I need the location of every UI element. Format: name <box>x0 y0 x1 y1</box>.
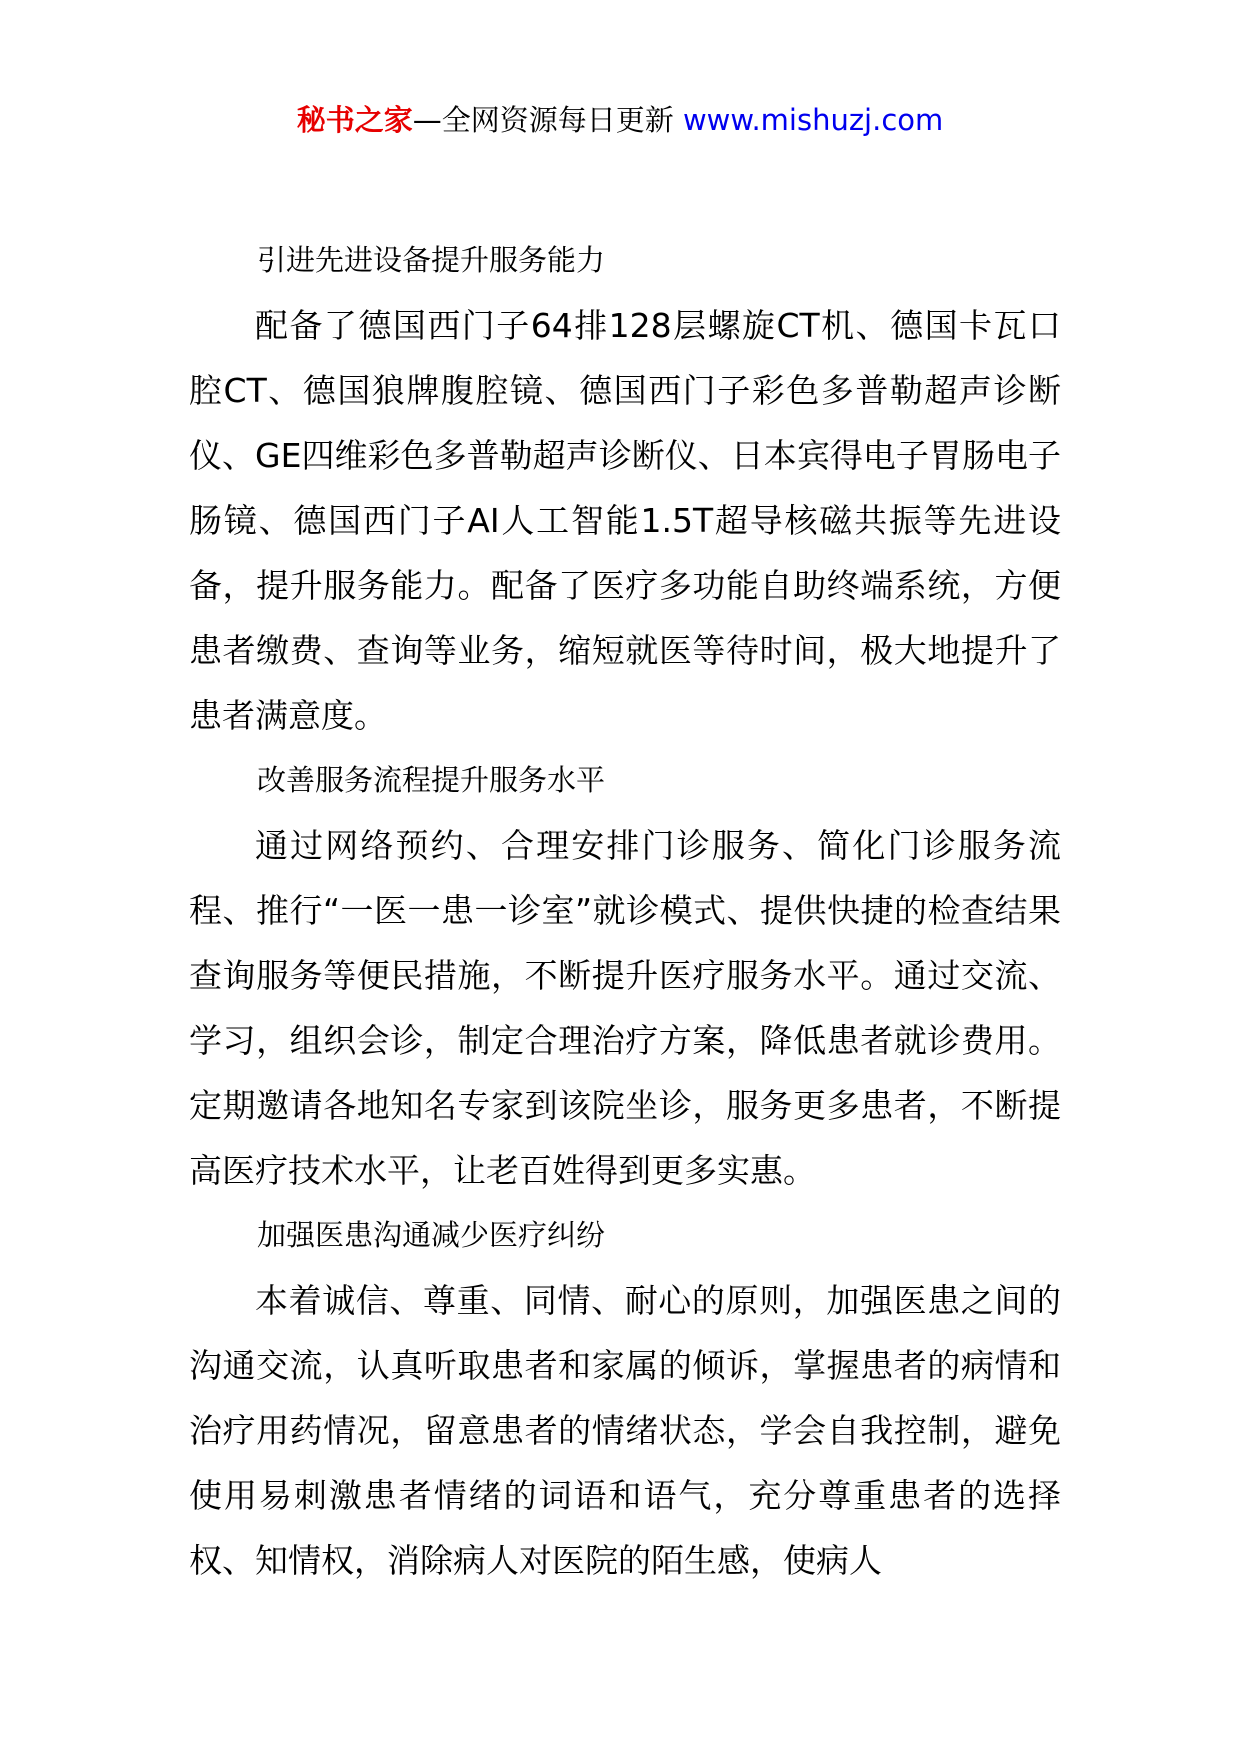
section-paragraph: 本着诚信、尊重、同情、耐心的原则，加强医患之间的沟通交流，认真听取患者和家属的倾诉，掌握患者的病情和治疗用药情况，留意患者的情绪状态，学会自我控制，避免使用易刺激患者情绪的词语和语气，充分尊重患者的选择权、知情权，消除病人对医院的陌生感，使病人 <box>189 1281 1061 1580</box>
section-heading: 引进先进设备提升服务能力 <box>257 243 606 277</box>
section-paragraph: 配备了德国西门子64排128层螺旋CT机、德国卡瓦口腔CT、德国狼牌腹腔镜、德国西门子彩色多普勒超声诊断仪、GE四维彩色多普勒超声诊断仪、日本宾得电子胃肠电子肠镜、德国西门子AI人工智能1.5T超导核磁共振等先进设备，提升服务能力。配备了医疗多功能自助终端系统，方便患者缴费、查询等业务，缩短就医等待时间，极大地提升了患者满意度。 <box>189 306 1061 735</box>
header-slogan: —全网资源每日更新 <box>412 103 674 137</box>
brand-name: 秘书之家 <box>296 103 413 137</box>
site-url-link[interactable]: www.mishuzj.com <box>682 103 944 137</box>
document-body <box>189 228 1061 1593</box>
section-paragraph: 通过网络预约、合理安排门诊服务、简化门诊服务流程、推行“一医一患一诊室”就诊模式、提供快捷的检查结果查询服务等便民措施，不断提升医疗服务水平。通过交流、学习，组织会诊，制定合理治疗方案，降低患者就诊费用。定期邀请各地知名专家到该院坐诊，服务更多患者，不断提高医疗技术水平，让老百姓得到更多实惠。 <box>189 826 1061 1190</box>
page-header <box>0 100 1240 140</box>
section-heading: 改善服务流程提升服务水平 <box>257 763 606 797</box>
section-heading: 加强医患沟通减少医疗纠纷 <box>257 1218 606 1252</box>
